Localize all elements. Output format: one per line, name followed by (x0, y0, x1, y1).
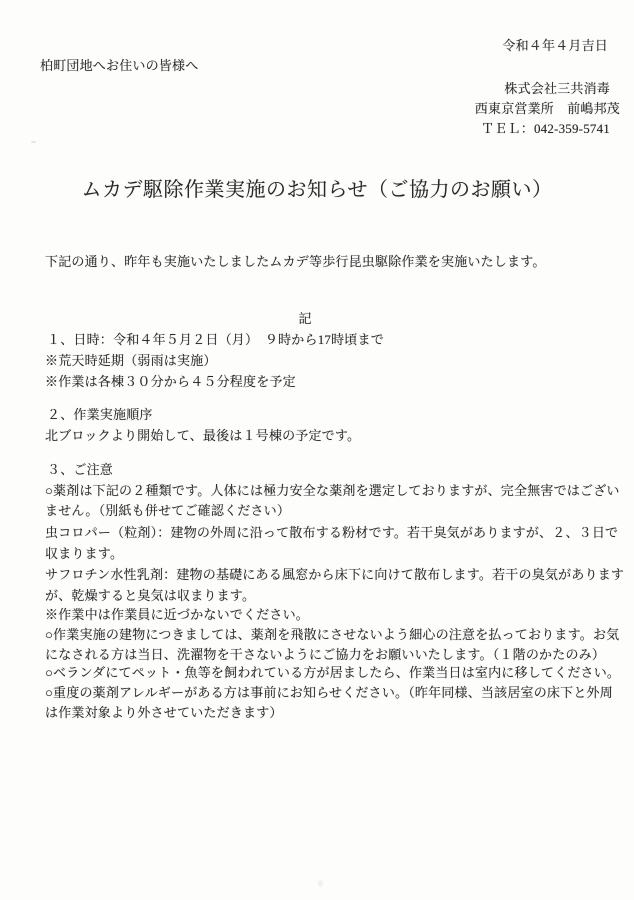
section3-line: は作業対象より外させていただきます） (45, 705, 283, 720)
sender-tel: ＴＥＬ：042-359-5741 (481, 121, 610, 136)
section3-line: になされる方は当日、洗濯物を干さないようにご協力をお願いいたします。（１階のかたのみ） (45, 647, 606, 662)
section3-line: ※作業中は作業員に近づかないでください。 (45, 607, 310, 622)
recipient-line: 柏町団地へお住いの皆様へ (40, 58, 199, 73)
section2-line: ２、作業実施順序 (47, 407, 153, 422)
scan-artifact (318, 880, 323, 887)
section3-line: ○薬剤は下記の２種類です。人体には極力安全な薬剤を選定しておりますが、完全無害ではござい (45, 483, 620, 498)
section3-line: ません。（別紙も併せてご確認ください） (45, 503, 291, 518)
section3-line: サフロチン水性乳剤：建物の基礎にある風窓から床下に向けて散布します。若干の臭気があります (45, 567, 625, 582)
section3-line: が、乾燥すると臭気は収まります。 (45, 588, 256, 603)
intro-paragraph: 下記の通り、昨年も実施いたしましたムカデ等歩行昆虫駆除作業を実施いたします。 (45, 254, 546, 269)
scan-artifact (536, 44, 539, 47)
record-marker: 記 (298, 311, 312, 326)
section3-line: ○重度の薬剤アレルギーがある方は事前にお知らせください。（昨年同様、当該居室の床下と外周 (45, 685, 613, 700)
sender-office: 西東京営業所 前嶋邦茂 (474, 101, 620, 116)
section1-line: １、日時：令和４年５月２日（月） ９時から17時頃まで (47, 332, 384, 347)
section3-line: 虫コロパー（粒剤）：建物の外周に沿って散布する粉材です。若干臭気がありますが、２、３日で (45, 525, 619, 540)
section3-line: ３、ご注意 (47, 462, 114, 477)
section2-line: 北ブロックより開始して、最後は１号棟の予定です。 (45, 428, 361, 443)
section1-line: ※作業は各棟３０分から４５分程度を予定 (45, 374, 296, 389)
section3-line: ○ベランダにてペット・魚等を飼われている方が居ましたら、作業当日は室内に移してください。 (45, 665, 621, 680)
section1-line: ※荒天時延期（弱雨は実施） (45, 353, 217, 368)
document-date: 令和４年４月吉日 (502, 38, 608, 53)
section3-line: 収まります。 (45, 546, 124, 561)
scan-artifact (31, 141, 36, 143)
page-title: ムカデ駆除作業実施のお知らせ（ご協力のお願い） (81, 179, 553, 201)
sender-company: 株式会社三共消毒 (504, 81, 610, 96)
section3-line: ○作業実施の建物につきましては、薬剤を飛散にさせないよう細心の注意を払っております。お気 (45, 627, 620, 642)
